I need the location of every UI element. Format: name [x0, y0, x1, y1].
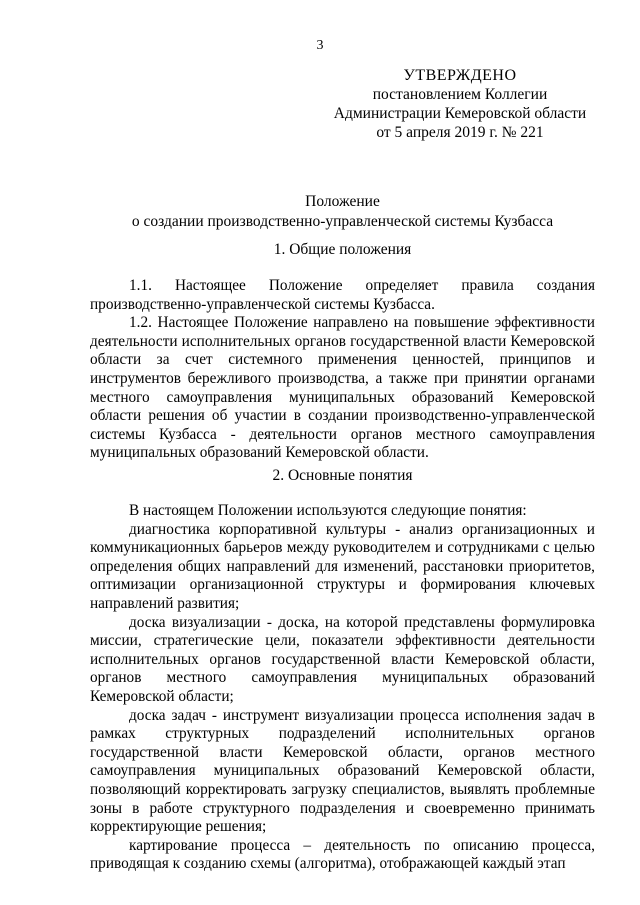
- section-1-heading: 1. Общие положения: [273, 241, 412, 258]
- document-title-line-2: о создании производственно-управленческой системы Кузбасса: [131, 213, 554, 230]
- approval-block: [330, 66, 590, 142]
- paragraph-1-1: 1.1. Настоящее Положение определяет правила создания производственно-управленческой системы Кузбасса.: [90, 277, 595, 313]
- section-2-heading: 2. Основные понятия: [272, 467, 413, 484]
- document-title-line-1: Положение: [305, 193, 380, 210]
- page-number: 3: [316, 38, 324, 53]
- section-2-body: [90, 502, 595, 874]
- paragraph-1-2: 1.2. Настоящее Положение направлено на повышение эффективности деятельности исполнительных органов государственной власти Кемеровской области за счет системного применения ценностей, принципов и инструментов бережливого производства, а также при принятии органами местного самоуправления муниципальных образований Кемеровской области решения об участии в создании производственно-управленческой системы Кузбасса - деятельности органов местного самоуправления муниципальных образований Кемеровской области.: [90, 314, 595, 462]
- section-1-body: [90, 277, 595, 463]
- approval-line-3: от 5 апреля 2019 г. № 221: [376, 124, 544, 141]
- approval-title: УТВЕРЖДЕНО: [403, 67, 517, 84]
- document-title: [90, 192, 595, 232]
- paragraph-2-intro: В настоящем Положении используются следующие понятия:: [129, 502, 527, 519]
- definition-process-mapping: картирование процесса – деятельность по описанию процесса, приводящая к созданию схемы (алгоритма), отображающей каждый этап: [90, 836, 595, 873]
- definition-corporate-culture-diagnostics: диагностика корпоративной культуры - анализ организационных и коммуникационных барьеров между руководителем и сотрудниками с целью определения общих направлений для изменений, расстановки приоритетов, оптимизации организационной структуры и формирования ключевых направлений развития;: [90, 520, 595, 612]
- approval-line-2: Администрации Кемеровской области: [333, 105, 587, 122]
- definition-task-board: доска задач - инструмент визуализации процесса исполнения задач в рамках структурных подразделений исполнительных органов государственной власти Кемеровской области, органов местного самоуправления муниципальных образований Кемеровской области, позволяющий корректировать загрузку специалистов, выявлять проблемные зоны в работе структурного подразделения и своевременно принимать корректирующие решения;: [90, 706, 595, 836]
- definition-visualization-board: доска визуализации - доска, на которой представлены формулировка миссии, стратегические цели, показатели эффективности деятельности исполнительных органов государственной власти Кемеровской области, органов местного самоуправления муниципальных образований Кемеровской области;: [90, 613, 595, 705]
- approval-line-1: постановлением Коллегии: [372, 86, 548, 103]
